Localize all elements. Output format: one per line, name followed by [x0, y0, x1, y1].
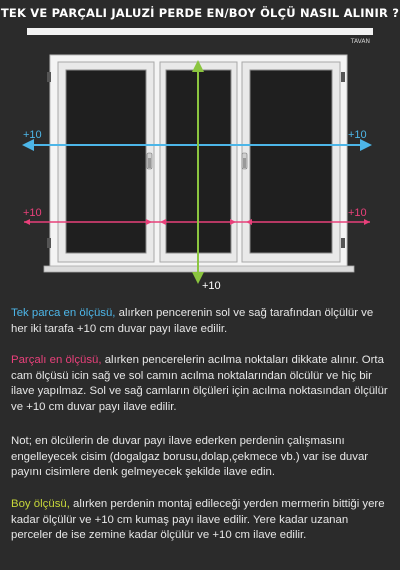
paragraph-single-width-highlight: Tek parca en ölçüsü,: [11, 307, 116, 319]
paragraph-single-width: [11, 306, 391, 337]
paragraph-height-highlight: Boy ölçüsü,: [11, 498, 70, 510]
paragraph-split-width-highlight: Parçalı en ölçüsü,: [11, 354, 102, 366]
measure-label-right-top: +10: [348, 129, 367, 141]
measure-label-right-mid: +10: [348, 207, 367, 219]
paragraph-split-width-body: alırken pencerelerin acılma noktaları dikkate alınır. Orta cam ölçüsü icin sağ ve sol camın acılma noktalarından ölcülür ve hiç bir ilave yapılmaz. Sol ve sağ camların ölçüleri için acılma noktasından ölçülür ve +10 cm duvar payı ilave edilir.: [11, 354, 388, 413]
paragraph-single-width-body: alırken pencerenin sol ve sağ tarafından ölçülür ve her iki tarafa +10 cm duvar payı ilave edilir.: [11, 307, 374, 335]
page-title: TEK VE PARÇALI JALUZİ PERDE EN/BOY ÖLÇÜ NASIL ALINIR ?: [0, 6, 400, 20]
paragraph-height: [11, 497, 391, 544]
paragraph-height-body: alırken perdenin montaj edileceği yerden mermerin bittiği yere kadar ölçülür ve +10 cm kumaş payı ilave edilir. Yere kadar uzanan perceler de ise zemine kadar ölçülür ve +10 cm ilave edilir.: [11, 498, 385, 542]
measure-label-left-top: +10: [23, 129, 42, 141]
paragraph-note: Not; en ölcülerin de duvar payı ilave ederken perdenin çalışmasını engelleyecek cisim (dogalgaz borusu,dolap,çekmece vb.) var ise duvar payını cisimlere denk gelmeyecek şekilde ilave edin.: [11, 435, 369, 479]
measure-label-bottom: +10: [202, 280, 221, 292]
paragraph-split-width: [11, 353, 391, 415]
measure-label-left-mid: +10: [23, 207, 42, 219]
ceiling-label: TAVAN: [350, 38, 370, 45]
